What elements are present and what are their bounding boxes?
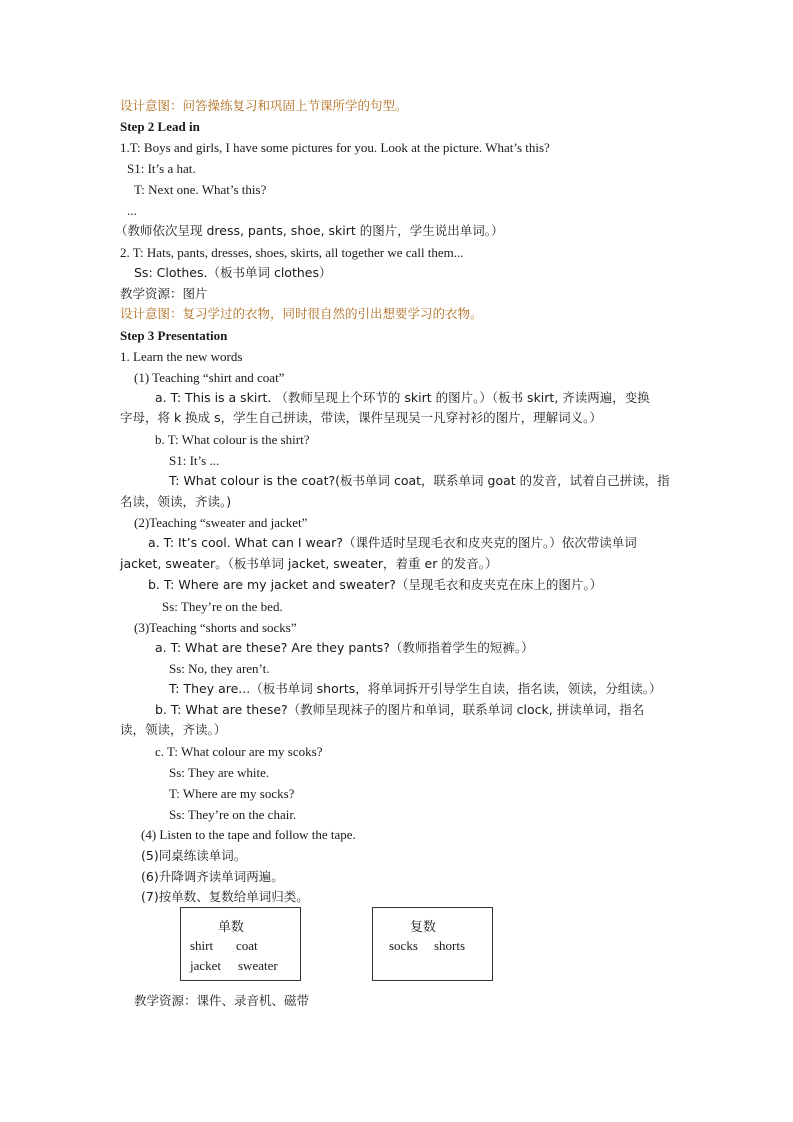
t1-b-s1: S1: It’s ... xyxy=(169,453,220,468)
lead-q2: 2. T: Hats, pants, dresses, shoes, skirts, all together we call them... xyxy=(120,245,464,260)
t1-a-line2: 字母，将 k 换成 s，学生自己拼读，带读，课件呈现吴一凡穿衬衫的图片，理解词义。） xyxy=(120,410,602,425)
item-6: (6)升降调齐读单词两遍。 xyxy=(141,869,284,884)
singular-word: shirt xyxy=(190,938,214,953)
t1-b: b. T: What colour is the shirt? xyxy=(155,432,310,447)
t3-c-t: T: Where are my socks? xyxy=(169,786,295,801)
item-5: (5)同桌练读单词。 xyxy=(141,848,247,863)
t3-a-ss: Ss: No, they aren’t. xyxy=(169,661,270,676)
t3-c-ss1: Ss: They are white. xyxy=(169,765,270,780)
t1-b-t-line1: T: What colour is the coat?(板书单词 coat，联系单词 goat 的发音，试着自己拼读，指 xyxy=(169,473,670,488)
design-intent-2: 设计意图：复习学过的衣物，同时很自然的引出想要学习的衣物。 xyxy=(120,306,483,321)
lead-ellipsis: ... xyxy=(127,203,137,218)
design-intent-1: 设计意图：问答操练复习和巩固上节课所学的句型。 xyxy=(120,98,408,113)
t3-b-line2: 读，领读，齐读。） xyxy=(120,722,227,737)
item-7: (7)按单数、复数给单词归类。 xyxy=(141,889,309,904)
t2-b-ss: Ss: They’re on the bed. xyxy=(162,599,283,614)
t2-a-line2: jacket, sweater。（板书单词 jacket, sweater，着重 er 的发音。） xyxy=(120,556,498,571)
t1-title: (1) Teaching “shirt and coat” xyxy=(134,370,285,385)
resource-2: 教学资源：课件、录音机、磁带 xyxy=(134,993,310,1008)
lead-q1: 1.T: Boys and girls, I have some pictures for you. Look at the picture. What’s this? xyxy=(120,140,550,155)
resource-1: 教学资源：图片 xyxy=(120,286,208,301)
learn-title: 1. Learn the new words xyxy=(120,349,243,364)
t3-c: c. T: What colour are my scoks? xyxy=(155,744,323,759)
plural-box-title: 复数 xyxy=(410,920,437,935)
lead-s1: S1: It’s a hat. xyxy=(127,161,196,176)
t3-b-line1: b. T: What are these?（教师呈现袜子的图片和单词，联系单词 clock, 拼读单词，指名 xyxy=(155,702,645,717)
lead-ss: Ss: Clothes.（板书单词 clothes） xyxy=(134,265,332,280)
t1-b-t-line2: 名读，领读，齐读。) xyxy=(120,494,232,509)
singular-box xyxy=(180,907,301,981)
t3-c-ss2: Ss: They’re on the chair. xyxy=(169,807,297,822)
step3-heading: Step 3 Presentation xyxy=(120,328,228,343)
lead-next: T: Next one. What’s this? xyxy=(134,182,267,197)
t3-a: a. T: What are these? Are they pants?（教师指着学生的短裤。） xyxy=(155,640,534,655)
t2-a-line1: a. T: It’s cool. What can I wear?（课件适时呈现毛衣和皮夹克的图片。）依次带读单词 xyxy=(148,535,637,550)
t2-title: (2)Teaching “sweater and jacket” xyxy=(134,515,308,530)
t3-title: (3)Teaching “shorts and socks” xyxy=(134,620,297,635)
lead-note: （教师依次呈现 dress, pants, shoe, skirt 的图片，学生说出单词。） xyxy=(115,223,504,238)
item-4: (4) Listen to the tape and follow the tape. xyxy=(141,827,356,842)
t1-a-line1: a. T: This is a skirt. （教师呈现上个环节的 skirt 的图片。）（板书 skirt, 齐读两遍，变换 xyxy=(155,390,650,405)
t3-a-t: T: They are...（板书单词 shorts，将单词拆开引导学生自读，指名读，领读，分组读。） xyxy=(169,681,662,696)
singular-word: jacket xyxy=(190,958,222,973)
singular-word: coat xyxy=(236,938,258,953)
singular-box-title: 单数 xyxy=(218,920,245,935)
plural-word: shorts xyxy=(434,938,466,953)
plural-box xyxy=(372,907,493,981)
step2-heading: Step 2 Lead in xyxy=(120,119,200,134)
plural-word: socks xyxy=(389,938,418,953)
singular-word: sweater xyxy=(238,958,278,973)
t2-b: b. T: Where are my jacket and sweater?（呈现毛衣和皮夹克在床上的图片。） xyxy=(148,577,603,592)
